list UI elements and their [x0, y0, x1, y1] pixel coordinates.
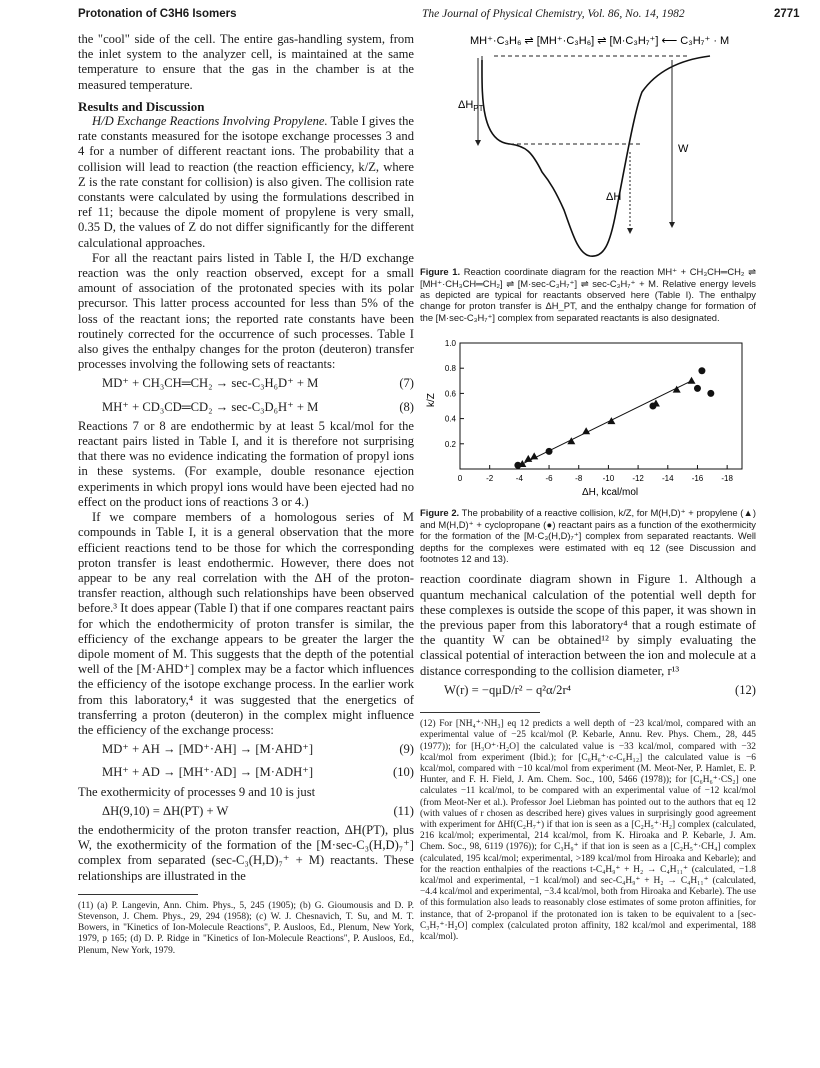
figure-1-caption-text: Reaction coordinate diagram for the reaction MH⁺ + CH₃CH═CH₂ ⇌ [MH⁺·CH₃CH═CH₂] ⇌ [M·sec-C₃H₇⁺] ⇌ sec-C₃H₇⁺ + M. Relative energy levels as depicted are typical for reactants observed here (Table I). The enthalpy change for proton transfer is ΔH_PT, and the enthalpy change for formation of the [M·sec-C₃H₇⁺] complex from separated reactants is also designated. [420, 266, 756, 323]
paragraph: reaction coordinate diagram shown in Figure 1. Although a quantum mechanical calculation of the potential well depth for these complexes is outside the scope of this paper, it was shown in the previous paper from this laboratory⁴ that a rough estimate of the quantity W can be obtained¹² by simply evaluating the classical potential of interaction between the ion and molecule at a distance corresponding to the collision diameter, r¹³ [420, 572, 756, 678]
left-column [78, 32, 414, 957]
x-tick-label: -10 [602, 474, 615, 484]
triangle-point [530, 453, 538, 460]
equation-body: MD⁺ + CH₃CH═CH₂ → sec-C₃H₆D⁺ + M [102, 376, 319, 391]
equation-body: ΔH(9,10) = ΔH(PT) + W [102, 803, 229, 818]
figure-1-caption-lead: Figure 1. [420, 266, 461, 278]
x-tick-label: -16 [691, 474, 704, 484]
x-tick-label: -18 [721, 474, 733, 484]
equation-number: (12) [735, 682, 756, 697]
equation-body: MD⁺ + AH → [MD⁺·AH] → [M·AHD⁺] [102, 742, 314, 757]
circle-point [698, 367, 705, 374]
paragraph: Reactions 7 or 8 are endothermic by at least 5 kcal/mol for the reactant pairs listed in Table I, and it is therefore not surprising that there was no evidence indicating the formation of propyl ions in these systems. (For example, double resonance ejection experiments in which propyl ions would have been ejected had no effect on the product ions of reactions 3 or 4.) [78, 418, 414, 509]
section-heading: Results and Discussion [78, 98, 205, 114]
equation-10 [78, 761, 414, 784]
x-tick-label: -6 [545, 474, 553, 484]
equation-12 [420, 679, 756, 702]
circle-point [649, 403, 656, 410]
equation-11 [78, 800, 414, 823]
x-tick-label: -2 [486, 474, 494, 484]
running-header-right: The Journal of Physical Chemistry, Vol. 86, No. 14, 1982 [422, 8, 685, 20]
figure-2-chart [420, 333, 756, 503]
figure-1-diagram [420, 32, 756, 262]
footnote-12: (12) For [NH₄⁺·NH₃] eq 12 predicts a well depth of −23 kcal/mol, compared with an experimental value of −25 kcal/mol (P. Kebarle, Annu. Rev. Phys. Chem., 28, 445 (1977)); for [H₃O⁺·H₂O] the calculated value is −33 kcal/mol, compared with −32 kcal/mol from experiment (Ibid.); for [C₆H₆⁺·c-C₆H₁₂] the calculated value is −6 kcal/mol, compared with −10 kcal/mol from experiment (M. Meot-Ner, P. Hamlet, E. P. Hunter, and F. H. Field, J. Am. Chem. Soc., 100, 5466 (1978)); for [C₆H₆⁺·CS₂] one calculates −11 kcal/mol, to be compared with an experimental value of −12 kcal/mol (from Meot-Ner et al.). Professor Joel Liebman has pointed out to the authors that eq 12 (with values of r chosen as described here) gives values in surprisingly good agreement with experiment for ΔHf(C₂H₇⁺) if that ion is seen as a [C₂H₅⁺·H₂] complex (calculated, 216 kcal/mol; experimental, 214 kcal/mol, from K. Hiroaka and P. Kebarle, J. Am. Chem. Soc., 98, 6119 (1976)); for C₃H₉⁺ if that ion is seen as a [C₂H₅⁺·CH₄] complex (calculated, 195 kcal/mol; experimental, >189 kcal/mol from Hiroaka and Kebarle); and for the reaction enthalpies of the reactions t-C₄H₉⁺ + H₂ → C₄H₁₁⁺ (calculated, −1.8 kcal/mol and experimental, −1 kcal/mol) and sec-C₄H₉⁺ + H₂ → C₄H₁₁⁺ (calculated, −4.4 kcal/mol and experimental, −3.4 kcal/mol, both from Hiroaka and Kebarle). The use of this formulation also leads to reasonably close estimates of some proton affinities, for instance, that of 2-propanol if the protonated ion is taken to be equivalent to a [sec-C₃H₇⁺·H₂O] complex (calculated proton affinity, 182 kcal/mol and experimental, 188 kcal/mol). [420, 719, 756, 942]
paragraph: the endothermicity of the proton transfer reaction, ΔH(PT), plus W, the exothermicity of the formation of the [M·sec-C₃(H,D)₇⁺] complex from separated (sec-C₃(H,D)₇⁺ + M) reactants. These relationships are illustrated in the [78, 822, 414, 883]
equation-9 [78, 738, 414, 761]
equation-7 [78, 372, 414, 395]
paragraph-text: Table I gives the rate constants measured for the isotope exchange processes 3 and 4 for a number of different reactant ions. The probability that a collision will lead to reaction (the reaction efficiency, k/Z, where Z is the rate constant for collision) is also given. The collision rate constants were calculated by using the formulations described in ref 11; because the dipole moment of propylene is very small, 0.35 D, the values of Z do not differ significantly for the different calculational approaches. [78, 114, 414, 250]
paragraph: If we compare members of a homologous series of M compounds in Table I, it is a general observation that the more efficient reactions tend to be those for which the corresponding proton transfer is least endothermic. However, there does not appear to be any real correlation with the ΔH of the proton-transfer reaction, although such relationships have been observed before.³ It does appear (Table I) that if one compares reactant pairs for which the endothermicity of proton transfer is similar, the efficiency of the exchange appears to be greater the larger the dipole moment of M. This suggests that the depth of the potential well of the [M·AHD⁺] complex may be a factor which influences the efficiency of the isotope exchange process. In the earlier work from this laboratory,⁴ it was suggested that the energetics of transferring a proton (deuteron) in the complex might influence the efficiency of the exchange process: [78, 510, 414, 737]
data-marks [514, 367, 714, 469]
equation-body: MH⁺ + CD₃CD═CD₂ → sec-C₃D₆H⁺ + M [102, 399, 319, 414]
axis-ticks [445, 339, 734, 483]
y-tick-label: 0.2 [444, 440, 456, 450]
delta-h-pt-label [458, 99, 484, 113]
equation-number: (10) [393, 765, 414, 780]
footnote-rule [78, 894, 198, 895]
right-column [420, 32, 756, 943]
figure-2-caption [420, 507, 756, 564]
y-tick-label: 1.0 [444, 339, 456, 349]
x-tick-label: -12 [632, 474, 644, 484]
equation-number: (9) [399, 742, 414, 757]
equation-body: MH⁺ + AD → [MH⁺·AD] → [M·ADH⁺] [102, 765, 314, 780]
well-depth-arrowhead [669, 222, 675, 228]
y-tick-label: 0.4 [444, 414, 456, 424]
circle-point [546, 448, 553, 455]
figure-2-caption-text: The probability of a reactive collision, k/Z, for M(H,D)⁺ + propylene (▲) and M(H,D)⁺ + cyclopropane (●) reactant pairs as a function of the exothermicity for the formation of the [M·C₃(H,D)₇⁺] complex from separated reactants. Well depths for the complexes were estimated with eq 12 (see Discussion and footnotes 12 and 13). [420, 507, 756, 565]
equation-number: (8) [399, 399, 414, 414]
x-tick-label: -4 [515, 474, 523, 484]
reaction-coordinate-curve [482, 56, 710, 256]
x-tick-label: -8 [575, 474, 583, 484]
x-tick-label: 0 [457, 474, 463, 484]
well-depth-label: W [678, 143, 689, 155]
plot-frame [460, 343, 742, 469]
y-tick-label: 0.6 [444, 389, 456, 399]
paragraph: The exothermicity of processes 9 and 10 is just [78, 784, 316, 799]
paragraph-lead: H/D Exchange Reactions Involving Propylene. [92, 114, 328, 129]
equation-number: (11) [393, 803, 414, 818]
figure-1-top-label: MH⁺·C₃H₆ ⇌ [MH⁺·C₃H₆] ⇌ [M·C₃H₇⁺] ⟵ C₃H₇⁺ · M [470, 35, 730, 47]
circle-point [694, 385, 701, 392]
delta-h-pt-subscript: PT [473, 104, 484, 113]
y-tick-label: 0.8 [444, 364, 456, 374]
circle-point [707, 390, 714, 397]
triangle-point [607, 417, 615, 424]
page-number: 2771 [774, 8, 800, 20]
x-axis-label: ΔH, kcal/mol [582, 487, 639, 499]
figure-2-caption-lead: Figure 2. [420, 507, 460, 519]
footnote-11: (11) (a) P. Langevin, Ann. Chim. Phys., 5, 245 (1905); (b) G. Gioumousis and D. P. Stevenson, J. Chem. Phys., 29, 294 (1958); (c) W. J. Chesnavich, T. Su, and M. T. Bowers, in "Kinetics of Ion-Molecule Reactions", P. Ausloos, Ed., Plenum, New York, 1979, p 165; (d) D. P. Ridge in "Kinetics of Ion-Molecule Reactions", P. Ausloos, Ed., Plenum, New York, 1979. [78, 900, 414, 956]
figure-1-caption [420, 266, 756, 323]
delta-h-pt-symbol: ΔH [458, 99, 474, 111]
equation-number: (7) [399, 376, 414, 391]
x-tick-label: -14 [662, 474, 674, 484]
delta-h-label: ΔH [606, 191, 622, 203]
paragraph [78, 114, 414, 251]
paragraph: For all the reactant pairs listed in Table I, the H/D exchange reaction was the only reaction observed, except for a small amount of association of the protonated species with its polar precursor. This latter process accounted for less than 5% of the loss of the reactant ions; the reported rate constants have been routinely corrected for the occurrence of such processes. Table I also gives the enthalpy changes for the proton (deuteron) transfer processes involving the following sets of reactants: [78, 250, 414, 372]
y-axis-label: k/Z [426, 393, 437, 408]
circle-point [514, 462, 521, 469]
running-header-left: Protonation of C3H6 Isomers [78, 8, 237, 20]
footnote-rule [420, 712, 540, 713]
equation-8 [78, 396, 414, 419]
delta-h-pt-arrowhead [475, 140, 481, 146]
delta-h-arrowhead [627, 228, 633, 234]
paragraph: the "cool" side of the cell. The entire gas-handling system, from the inlet system to the analyzer cell, is maintained at the same temperature to ensure that the gas in the chamber is at the measured temperature. [78, 32, 414, 92]
equation-body: W(r) = −qμD/r² − q²α/2r⁴ [444, 682, 572, 697]
triangle-point [688, 377, 696, 384]
